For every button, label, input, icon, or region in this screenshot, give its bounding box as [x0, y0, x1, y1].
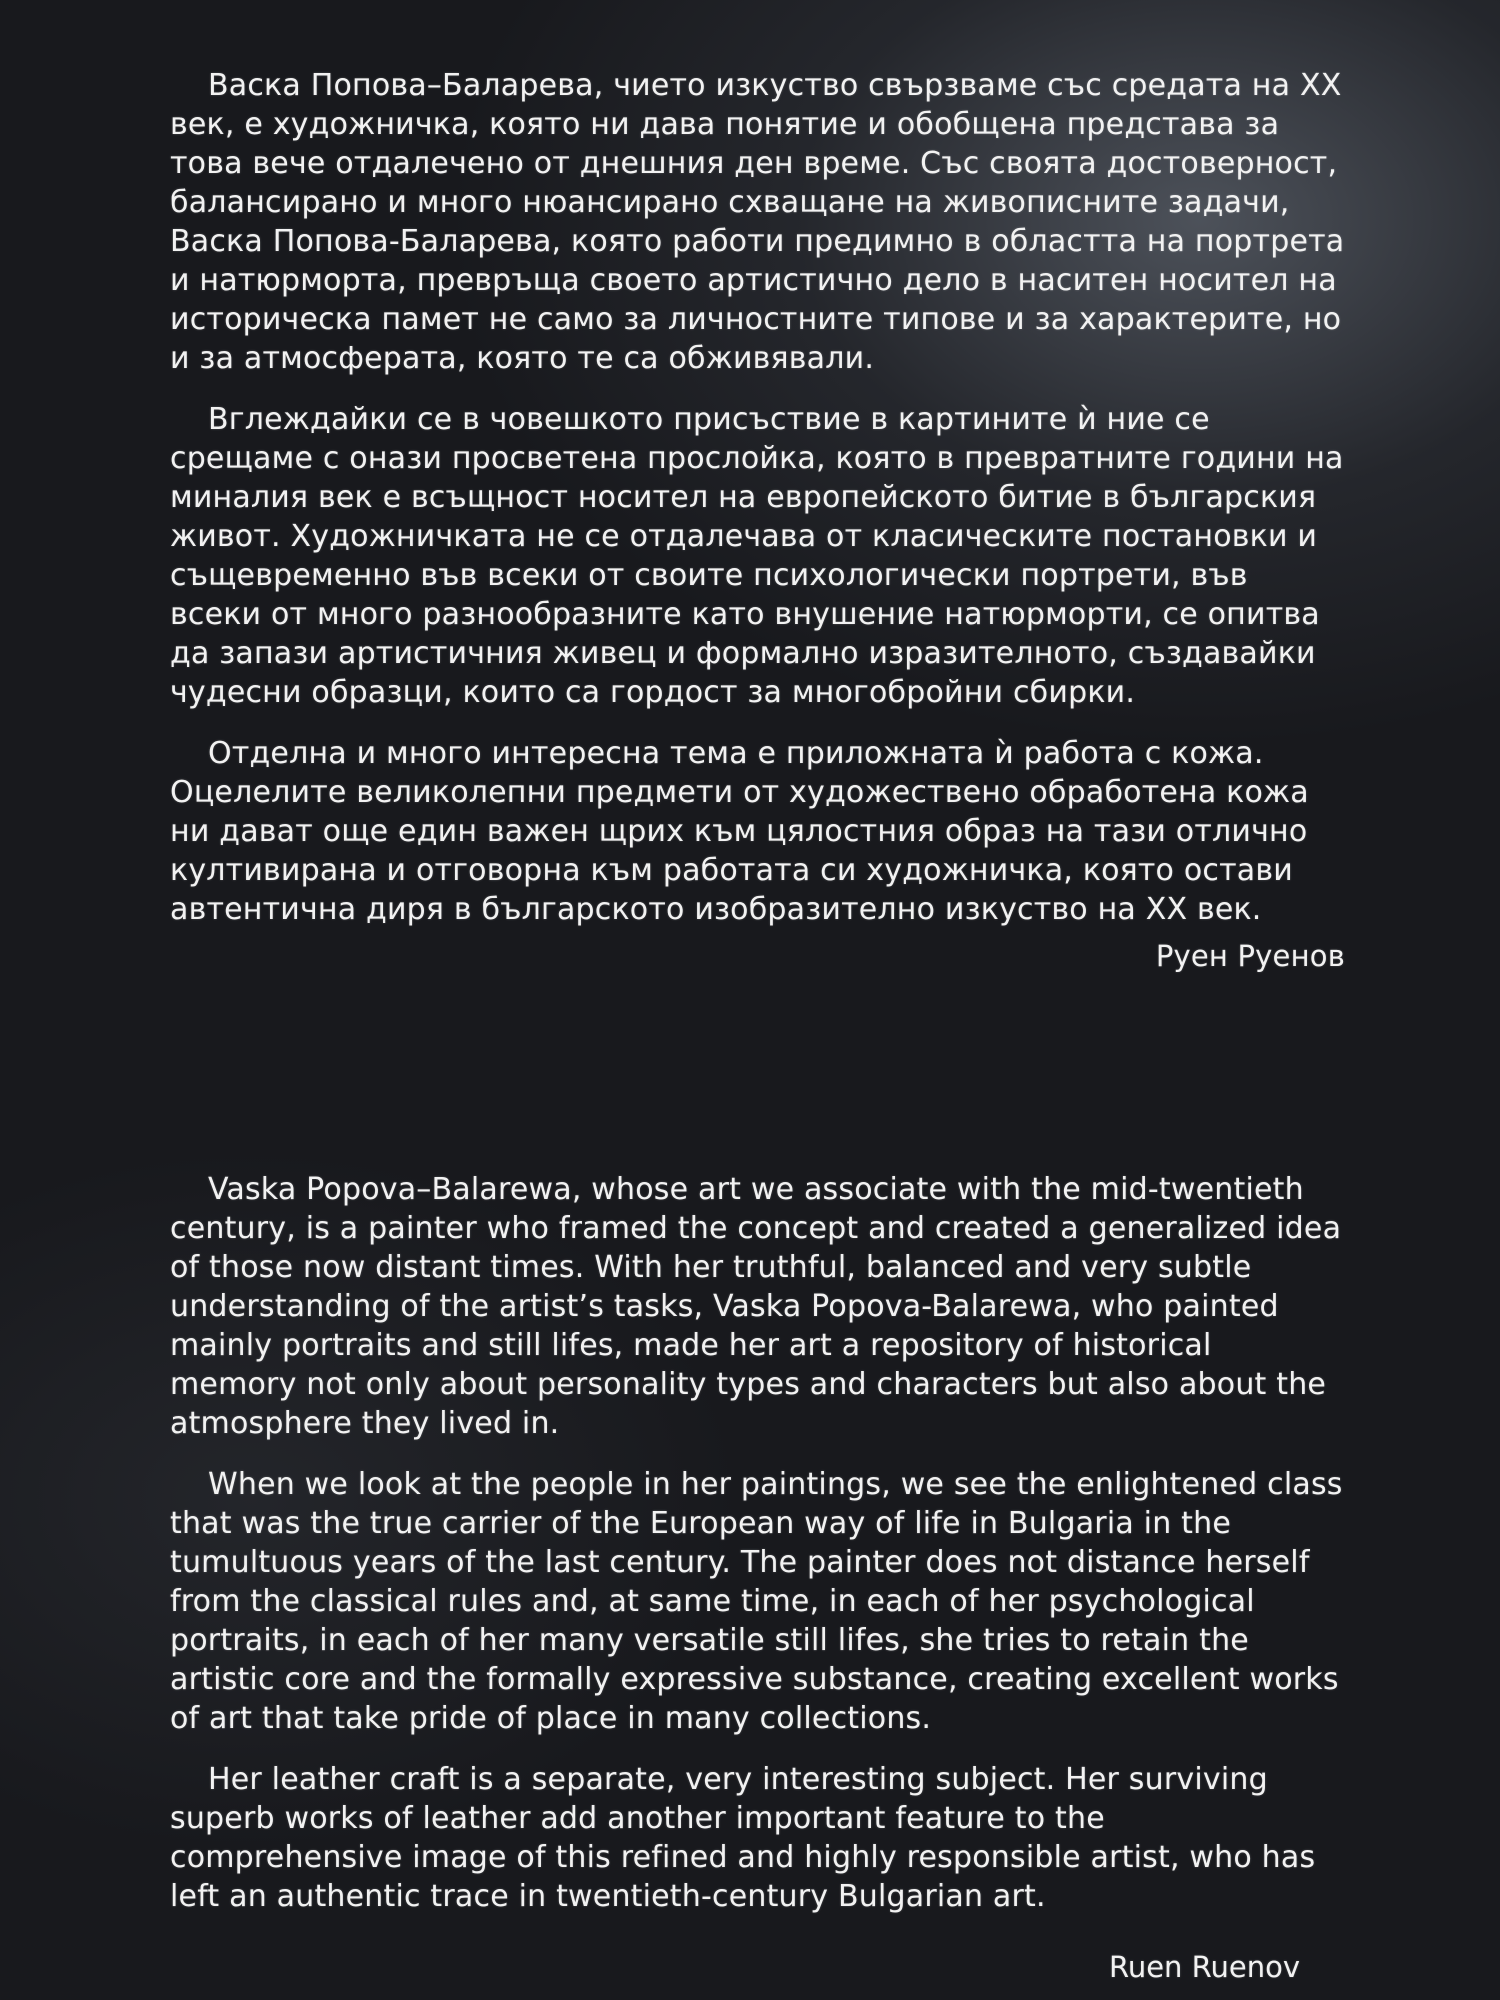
english-signature: Ruen Ruenov [1108, 1950, 1300, 1984]
bulgarian-text-block [170, 66, 1345, 976]
bulgarian-paragraph-3: Отделна и много интересна тема е приложната ѝ работа с кожа. Оцелелите великолепни предмети от художествено обработена кожа ни дават още един важен щрих към цялостния образ на тази отлично култивирана и отговорна към работата си художничка, която остави автентична диря в българското изобразително изкуство на XX век. [170, 736, 1309, 927]
bulgarian-signature: Руен Руенов [1155, 939, 1345, 973]
english-paragraph-3: Her leather craft is a separate, very interesting subject. Her surviving superb works of leather add another important feature to the comprehensive image of this refined and highly responsible artist, who has left an authentic trace in twentieth-century Bulgarian art. [170, 1762, 1316, 1914]
english-paragraph-2: When we look at the people in her paintings, we see the enlightened class that was the true carrier of the European way of life in Bulgaria in the tumultuous years of the last century. The painter does not distance herself from the classical rules and, at same time, in each of her psychological portraits, in each of her many versatile still lifes, she tries to retain the artistic core and the formally expressive substance, creating excellent works of art that take pride of place in many collections. [170, 1467, 1343, 1736]
english-paragraph-1: Vaska Popova–Balarewa, whose art we associate with the mid-twentieth century, is a painter who framed the concept and created a generalized idea of those now distant times. With her truthful, balanced and very subtle understanding of the artist’s tasks, Vaska Popova-Balarewa, who painted mainly portraits and still lifes, made her art a repository of historical memory not only about personality types and characters but also about the atmosphere they lived in. [170, 1172, 1342, 1441]
bulgarian-paragraph-1: Васка Попова–Баларева, чието изкуство свързваме със средата на XX век, е художничка, която ни дава понятие и обобщена представа за това вече отдалечено от днешния ден време. Със своята достоверност, балансирано и много нюансирано схващане на живописните задачи, Васка Попова-Баларева, която работи предимно в областта на портрета и натюрморта, превръща своето артистично дело в наситен носител на историческа памет не само за личностните типове и за характерите, но и за атмосферата, която те са обживявали. [170, 68, 1345, 376]
bulgarian-paragraph-2: Вглеждайки се в човешкото присъствие в картините ѝ ние се срещаме с онази просветена прослойка, която в превратните години на миналия век е всъщност носител на европейското битие в българския живот. Художничката не се отдалечава от класическите постановки и същевременно във всеки от своите психологически портрети, във всеки от много разнообразните като внушение натюрморти, се опитва да запази артистичния живец и формално изразителното, създавайки чудесни образци, които са гордост за многобройни сбирки. [170, 402, 1344, 710]
english-text-block [170, 1170, 1345, 1938]
